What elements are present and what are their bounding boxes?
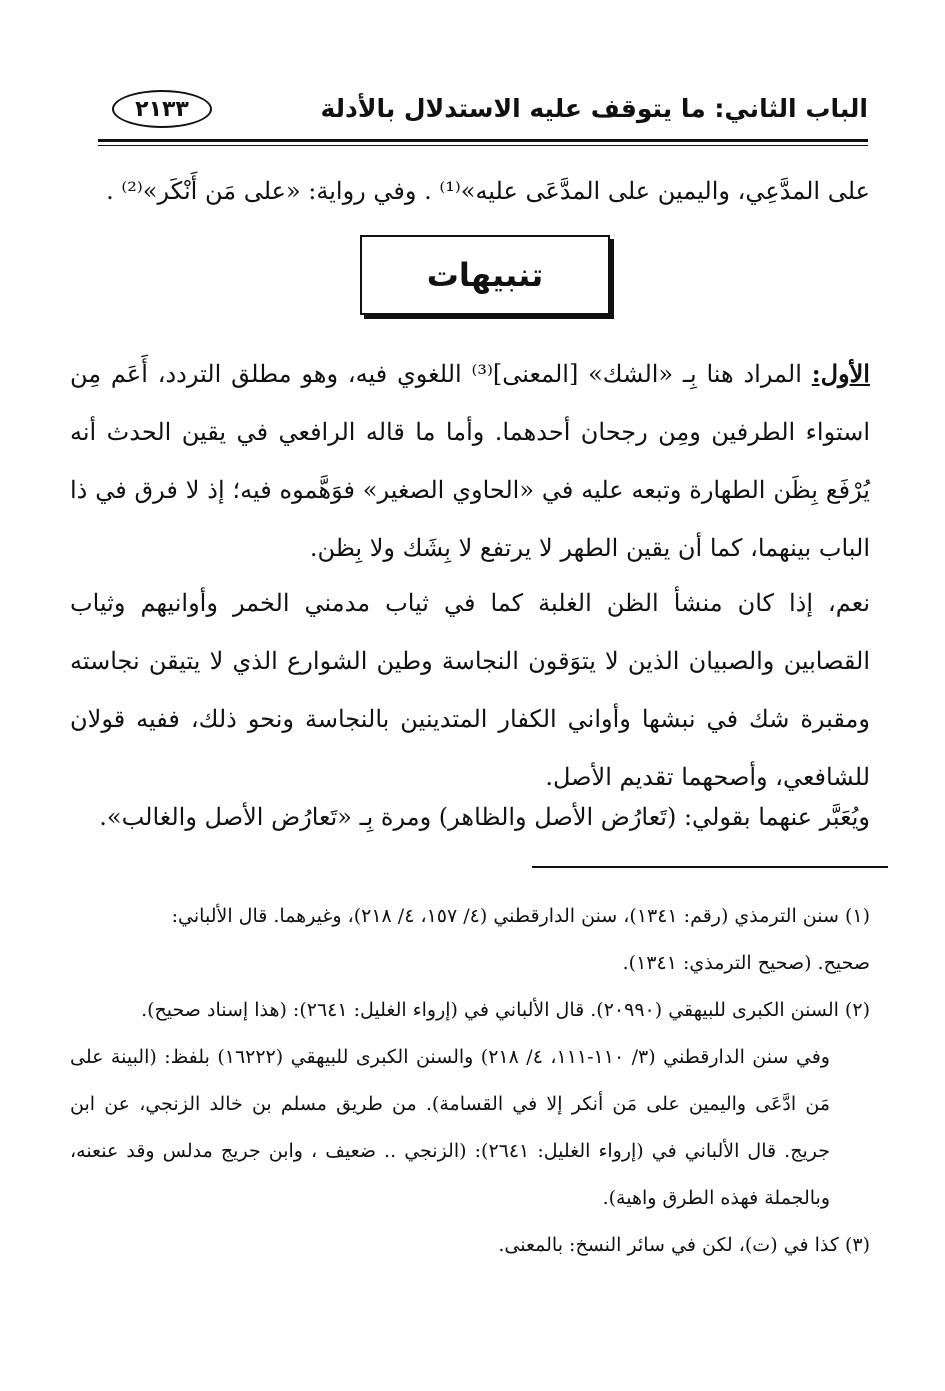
- footnote-1-cont: صحيح. (صحيح الترمذي: ١٣٤١).: [622, 952, 870, 974]
- footnote-3: (٣) كذا في (ت)، لكن في سائر النسخ: بالمعنى.: [498, 1234, 870, 1256]
- footnote-separator: [532, 866, 888, 868]
- paragraph-text: المراد هنا بِـ «الشك» [المعنى]⁽³⁾ اللغوي فيه، وهو مطلق التردد، أَعَم مِن استواء الطرفين ومِن رجحان أحدهما. وأما ما قاله الرافعي في يقين الحدث أنه يُرْفَع بِظَن الطهارة وتبعه عليه في «الحاوي الصغير» فوَهَّموه فيه؛ إذ لا فرق في ذا الباب بينهما، كما أن يقين الطهر لا يرتفع لا بِشَك ولا بِظن.: [70, 360, 870, 562]
- page-number: ٢١٣٣: [112, 90, 212, 128]
- footnote-2: (٢) السنن الكبرى للبيهقي (٢٠٩٩٠). قال الألباني في (إرواء الغليل: ٢٦٤١): (هذا إسناد صحيح).: [141, 999, 870, 1021]
- paragraph-lead: الأول:: [811, 359, 870, 388]
- footnote-1: (١) سنن الترمذي (رقم: ١٣٤١)، سنن الدارقطني (٤/ ١٥٧، ٤/ ٢١٨)، وغيرهما. قال الألباني:: [171, 905, 870, 927]
- intro-line: على المدَّعِي، واليمين على المدَّعَى عليه»⁽¹⁾ . وفي رواية: «على مَن أَنْكَر»⁽²⁾ .: [106, 177, 870, 205]
- paragraph-second: نعم، إذا كان منشأ الظن الغلبة كما في ثياب مدمني الخمر وأوانيهم وثياب القصابين والصبيان الذين لا يتوَقون النجاسة وطين الشوارع الذي لا يتيقن نجاسته ومقبرة شك في نبشها وأواني الكفار المتدينين بالنجاسة ونحو ذلك، ففيه قولان للشافعي، وأصحهما تقديم الأصل.: [70, 589, 870, 791]
- paragraph-third: ويُعَبَّر عنهما بقولي: (تَعارُض الأصل والظاهر) ومرة بِـ «تَعارُض الأصل والغالب».: [99, 803, 870, 831]
- footnotes: [70, 893, 870, 1269]
- footnote-2-cont: وفي سنن الدارقطني (٣/ ١١٠-١١١، ٤/ ٢١٨) والسنن الكبرى للبيهقي (١٦٢٢٢) بلفظ: (البينة على مَن ادَّعَى واليمين على مَن أنكر إلا في القسامة). من طريق مسلم بن خالد الزنجي، عن ابن جريج. قال الألباني في (إرواء الغليل: ٢٦٤١): (الزنجي .. ضعيف ، وابن جريج مدلس وقد عنعنه، وبالجملة فهذه الطرق واهية).: [70, 1046, 830, 1209]
- chapter-title: الباب الثاني: ما يتوقف عليه الاستدلال بالأدلة: [320, 94, 868, 123]
- running-header: [98, 88, 868, 136]
- header-rule-thin: [98, 145, 868, 146]
- section-heading: تنبيهات: [360, 235, 610, 315]
- header-rule-thick: [98, 139, 868, 142]
- paragraph-first: [70, 345, 870, 577]
